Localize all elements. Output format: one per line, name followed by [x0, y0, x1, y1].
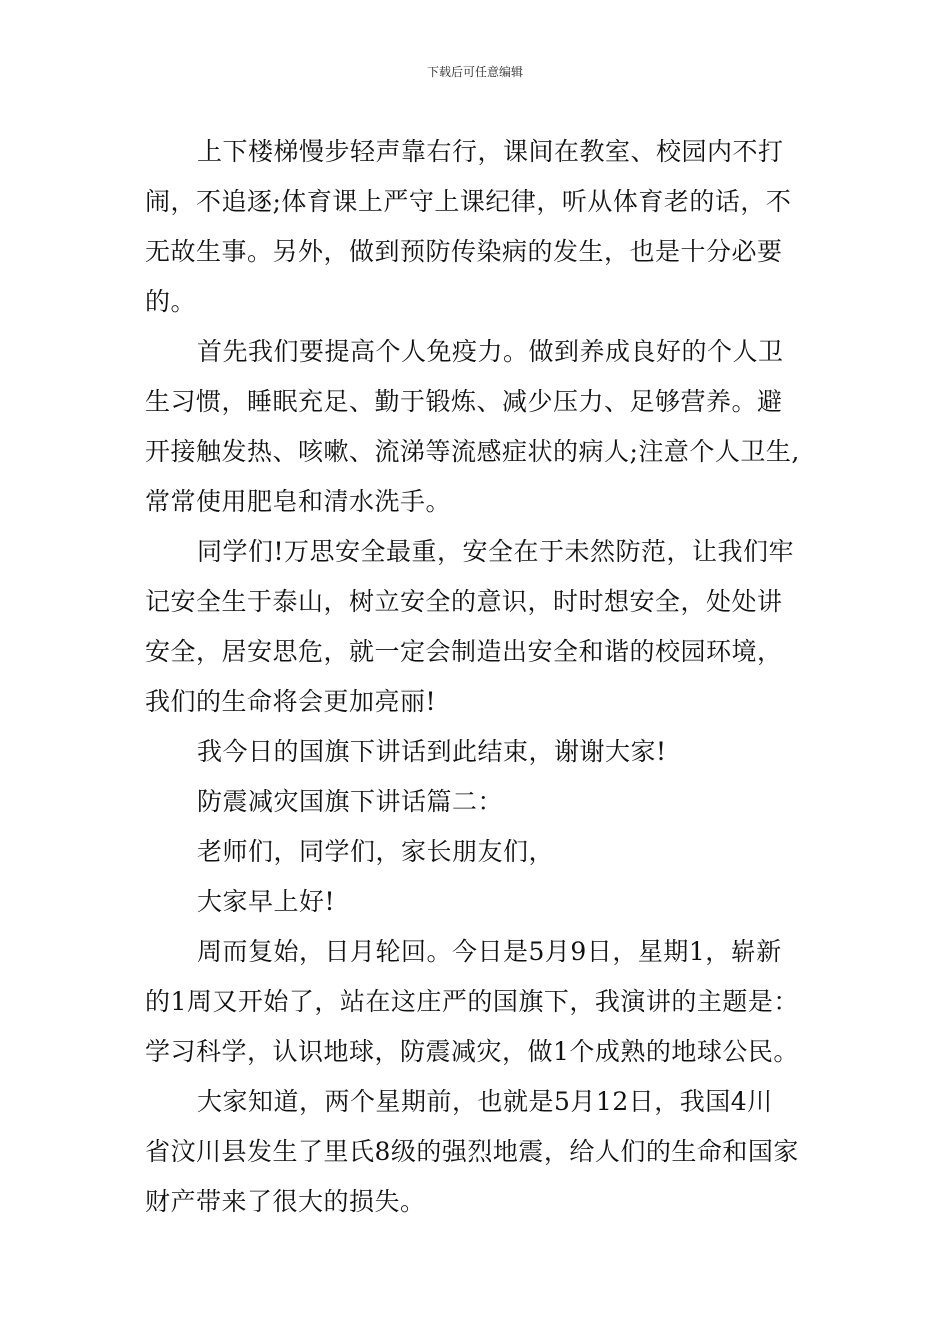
text-line: 闹，不追逐;体育课上严守上课纪律，听从体育老的话，不 — [145, 187, 792, 216]
document-body — [145, 127, 825, 1227]
paragraph — [145, 127, 825, 327]
text-line: 常常使用肥皂和清水洗手。 — [145, 487, 452, 516]
text-line: 的1周又开始了，站在这庄严的国旗下，我演讲的主题是： — [145, 987, 799, 1016]
page-header-note: 下载后可任意编辑 — [426, 65, 523, 79]
salutation — [145, 827, 825, 877]
paragraph — [145, 927, 825, 1077]
text-line: 上下楼梯慢步轻声靠右行，课间在教室、校园内不打 — [197, 137, 784, 166]
text-line: 无故生事。另外，做到预防传染病的发生，也是十分必要 — [145, 237, 783, 266]
text-line: 开接触发热、咳嗽、流涕等流感症状的病人;注意个人卫生, — [145, 437, 800, 466]
paragraph — [145, 527, 825, 727]
text-line: 的。 — [145, 287, 197, 316]
text-line: 老师们，同学们，家长朋友们， — [197, 837, 555, 866]
section-heading — [145, 777, 825, 827]
text-line: 生习惯，睡眠充足、勤于锻炼、减少压力、足够营养。避 — [145, 387, 783, 416]
text-line: 防震减灾国旗下讲话篇二： — [197, 787, 504, 816]
text-line: 周而复始，日月轮回。今日是5月9日，星期1，崭新 — [197, 937, 782, 966]
text-line: 学习科学，认识地球，防震减灾，做1个成熟的地球公民。 — [145, 1037, 799, 1066]
paragraph — [145, 1077, 825, 1227]
text-line: 财产带来了很大的损失。 — [145, 1187, 426, 1216]
text-line: 省汶川县发生了里氏8级的强烈地震，给人们的生命和国家 — [145, 1137, 799, 1166]
text-line: 同学们!万思安全最重，安全在于未然防范，让我们牢 — [197, 537, 795, 566]
text-line: 首先我们要提高个人免疫力。做到养成良好的个人卫 — [197, 337, 784, 366]
text-line: 记安全生于泰山，树立安全的意识，时时想安全，处处讲 — [145, 587, 783, 616]
text-line: 我今日的国旗下讲话到此结束，谢谢大家! — [197, 737, 667, 766]
text-line: 大家知道，两个星期前，也就是5月12日，我国4川 — [197, 1087, 773, 1116]
text-line: 我们的生命将会更加亮丽! — [145, 687, 437, 716]
text-line: 大家早上好! — [197, 887, 336, 916]
text-line: 安全，居安思危，就一定会制造出安全和谐的校园环境， — [145, 637, 783, 666]
greeting — [145, 877, 825, 927]
paragraph — [145, 327, 825, 527]
paragraph — [145, 727, 825, 777]
